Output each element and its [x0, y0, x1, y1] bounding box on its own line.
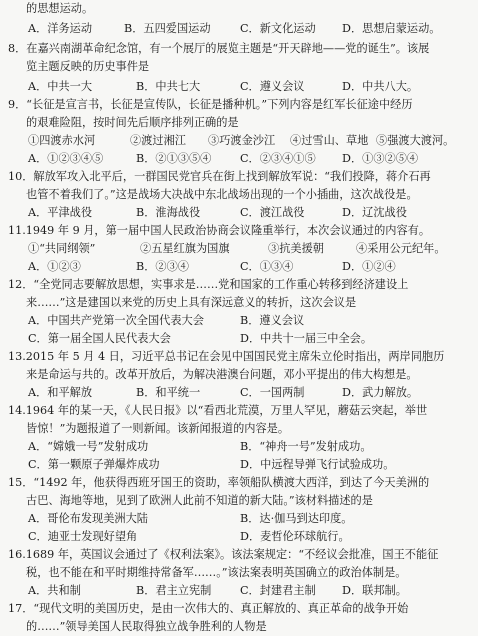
line-text: 9．“长征是宣言书，长征是宣传队，长征是播种机。”下列内容是红军长征途中经历	[8, 98, 413, 111]
option-text: ③抗美援朝	[268, 242, 324, 255]
option-text: C．封建君主制	[240, 584, 316, 597]
option-text: C．②③④①⑤	[240, 152, 316, 165]
line-text: 15．“1492 年，他获得西班牙国王的资助，率领船队横渡大西洋，到达了今天美洲的	[8, 476, 430, 489]
option-text: D．麦哲伦环球航行。	[240, 530, 350, 543]
option-text: ②五星红旗为国旗	[140, 242, 230, 255]
line-text: 古巴、海地等地，见到了欧洲人此前不知道的新大陆。”该材料描述的是	[26, 494, 373, 507]
line-text: 也管不着我们了。”这是战场大决战中东北战场出现的一个小插曲，这次战役是。	[26, 188, 418, 201]
option-text: ④采用公元纪年。	[356, 242, 446, 255]
line-text: 17．“现代文明的美国历史，是由一次伟大的、真正解放的、真正革命的战争开始	[8, 602, 409, 615]
option-text: B．君主立宪制	[136, 584, 212, 597]
line-text: ①“共同纲领”	[28, 242, 96, 255]
option-text: B．达·伽马到达印度。	[240, 512, 353, 525]
option-text: B．遵义会议	[240, 314, 305, 327]
line-text: A．平津战役	[28, 206, 93, 219]
line-text: A．中国共产党第一次全国代表大会	[28, 314, 204, 327]
option-text: C．一国两制	[240, 386, 305, 399]
line-text: A．①②③④⑤	[28, 152, 104, 165]
option-text: D．①②④	[342, 260, 396, 273]
line-text: 12．“全党同志要解放思想，实事求是……党和国家的工作重心转移到经济建设上	[8, 278, 409, 291]
line-text: C．迪亚士发现好望角	[28, 530, 138, 543]
option-text: B．“神舟一号”发射成功。	[240, 440, 372, 453]
option-text: D．中共八大。	[342, 80, 419, 93]
line-text: A．中共一大	[28, 80, 93, 93]
line-text: 10．解放军攻入北平后，一群国民党官兵在街上找到解放军说：“我们投降，蒋介石再	[8, 170, 431, 183]
line-text: 14.1964 年的某一天，《人民日报》以“看西北荒漠，万里人罕见，蘑菇云突起，举世	[8, 404, 428, 417]
option-text: ④过雪山、草地	[290, 134, 369, 147]
line-text: 来是命运与共的。改革开放后，为解决港澳台问题，邓小平提出的伟大构想是。	[26, 368, 418, 381]
option-text: C．新文化运动	[240, 22, 316, 35]
line-text: A．哥伦布发现美洲大陆	[28, 512, 148, 525]
line-text: 16.1689 年，英国议会通过了《权利法案》。该法案规定：“不经议会批准，国王不能征	[8, 548, 439, 561]
line-text: A．和平解放	[28, 386, 93, 399]
option-text: D．中共十一届三中全会。	[240, 332, 373, 345]
line-text: 的艰难险阻，按时间先后顺序排列正确的是	[26, 116, 239, 129]
line-text: A．共和制	[28, 584, 81, 597]
line-text: A．①②③	[28, 260, 81, 273]
line-text: 皆惊！”为题报道了一则新闻。该新闻报道的内容是。	[26, 422, 290, 435]
option-text: D．联邦制。	[342, 584, 407, 597]
line-text: ①四渡赤水河	[28, 134, 96, 147]
line-text: 税，也不能在和平时期维持常备军……。”该法案表明英国确立的政治体制是。	[26, 566, 407, 579]
line-text: 的……”领导美国人民取得独立战争胜利的人物是	[26, 620, 267, 633]
line-text: 的思想运动。	[26, 2, 94, 15]
line-text: 8．在嘉兴南湖革命纪念馆，有一个展厅的展览主题是“开天辟地——党的诞生”。该展	[8, 42, 430, 55]
option-text: D．武力解放。	[342, 386, 419, 399]
option-text: B．中共七大	[136, 80, 201, 93]
option-text: D．思想启蒙运动。	[342, 22, 441, 35]
line-text: 11.1949 年 9 月，第一届中国人民政治协商会议隆重举行，本次会议通过的内容有。	[8, 224, 431, 237]
line-text: 来……”这是建国以来党的历史上具有深远意义的转折，这次会议是	[26, 296, 357, 309]
option-text: D．中远程导弹飞行试验成功。	[240, 458, 395, 471]
option-text: ②渡过湘江	[130, 134, 186, 147]
option-text: ⑤强渡大渡河。	[376, 134, 455, 147]
line-text: 13.2015 年 5 月 4 日，习近平总书记在会见中国国民党主席朱立伦时指出，两岸同胞历	[8, 350, 445, 363]
line-text: C．第一届全国人民代表大会	[28, 332, 171, 345]
option-text: B．和平统一	[136, 386, 201, 399]
option-text: D．①③②⑤④	[342, 152, 419, 165]
line-text: 览主题反映的历史事件是	[26, 60, 150, 73]
option-text: ③巧渡金沙江	[208, 134, 276, 147]
option-text: D．辽沈战役	[342, 206, 407, 219]
line-text: A．“嫦娥一号”发射成功	[28, 440, 149, 453]
option-text: B．②①③⑤④	[136, 152, 212, 165]
line-text: A．洋务运动	[28, 22, 93, 35]
option-text: C．①③④	[240, 260, 294, 273]
line-text: C．第一颗原子弹爆炸成功	[28, 458, 160, 471]
option-text: C．渡江战役	[240, 206, 305, 219]
option-text: B．②③④	[136, 260, 189, 273]
option-text: B．淮海战役	[136, 206, 201, 219]
option-text: C．遵义会议	[240, 80, 305, 93]
option-text: B．五四爱国运动	[124, 22, 211, 35]
